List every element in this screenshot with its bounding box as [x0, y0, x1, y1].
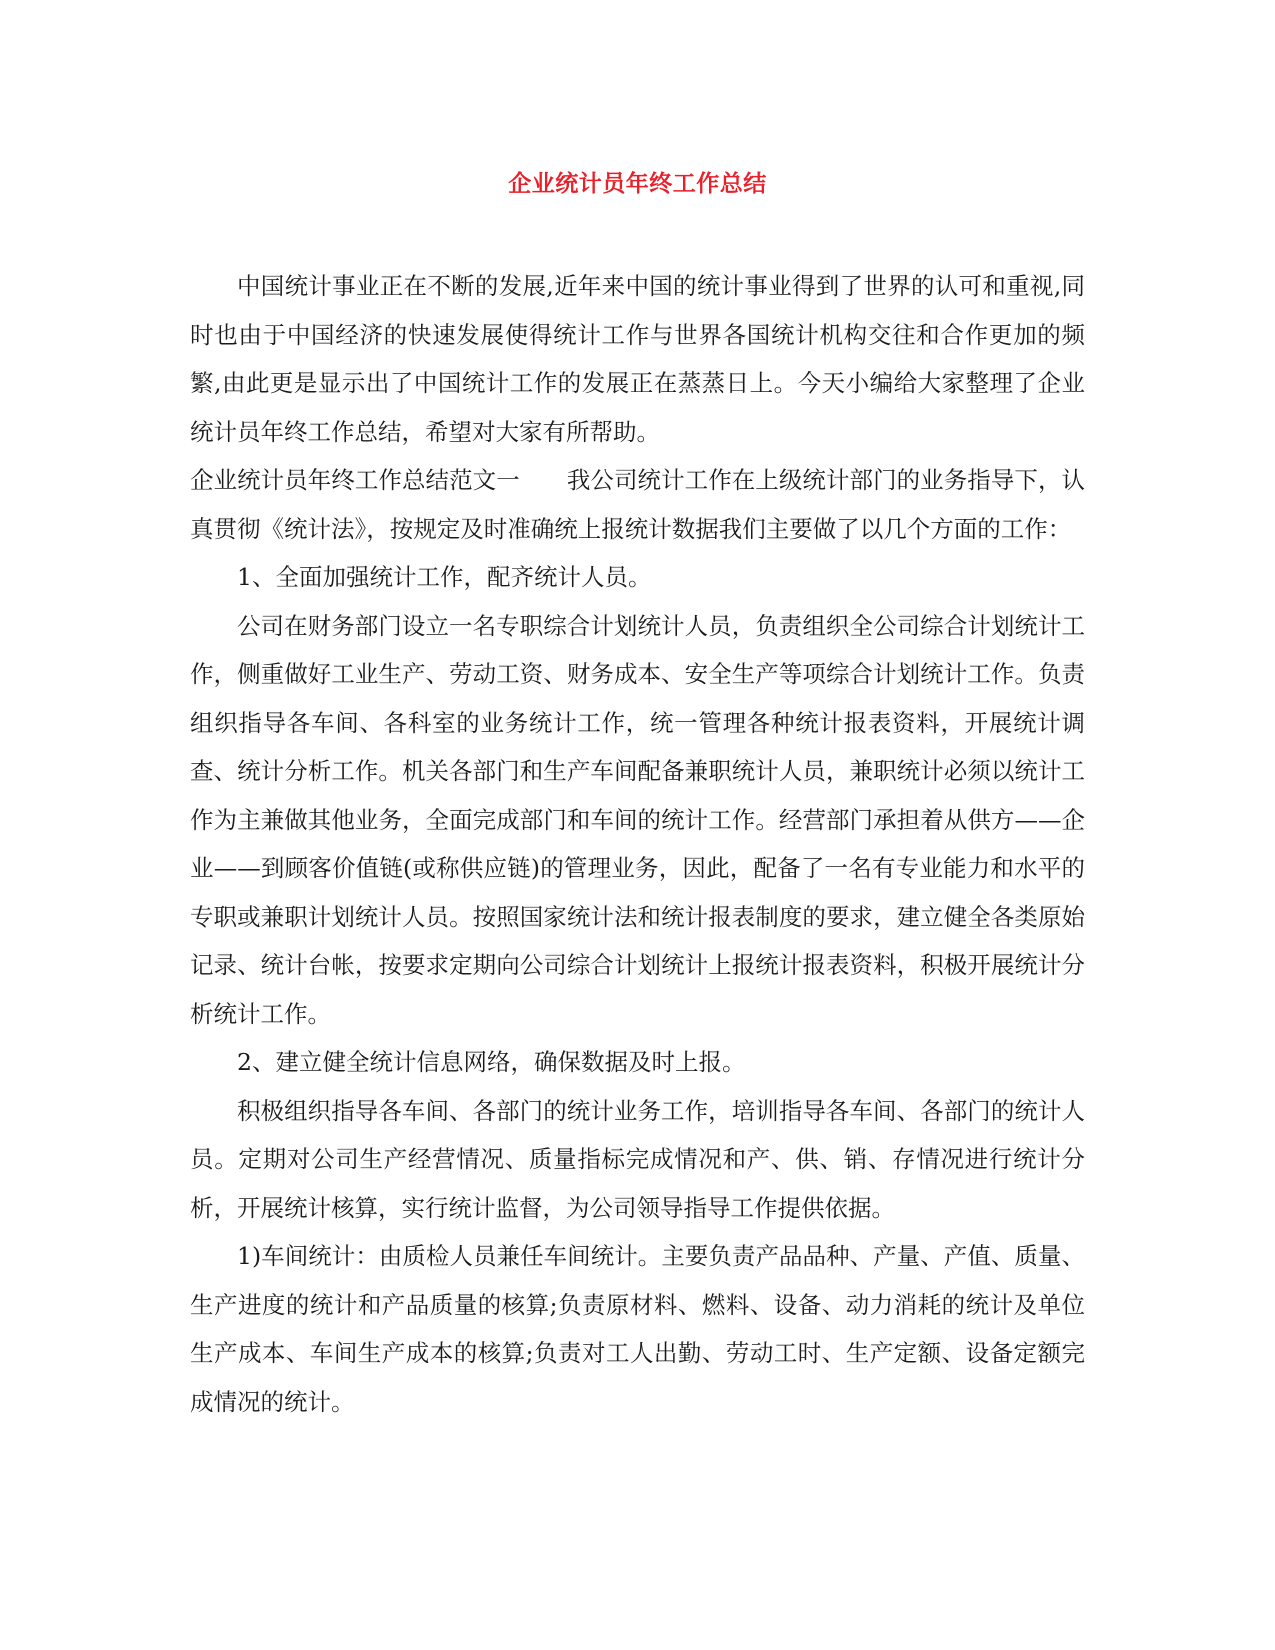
- paragraph-section-1-body: 公司在财务部门设立一名专职综合计划统计人员，负责组织全公司综合计划统计工作，侧重做好工业生产、劳动工资、财务成本、安全生产等项综合计划统计工作。负责组织指导各车间、各科室的业务统计工作，统一管理各种统计报表资料，开展统计调查、统计分析工作。机关各部门和生产车间配备兼职统计人员，兼职统计必须以统计工作为主兼做其他业务，全面完成部门和车间的统计工作。经营部门承担着从供方——企业——到顾客价值链(或称供应链)的管理业务，因此，配备了一名有专业能力和水平的专职或兼职计划统计人员。按照国家统计法和统计报表制度的要求，建立健全各类原始记录、统计台帐，按要求定期向公司综合计划统计上报统计报表资料，积极开展统计分析统计工作。: [190, 611, 1085, 1028]
- paragraph-sample-heading: 企业统计员年终工作总结范文一 我公司统计工作在上级统计部门的业务指导下，认真贯彻《统计法》，按规定及时准确统上报统计数据我们主要做了以几个方面的工作：: [190, 466, 1085, 543]
- paragraph-intro: 中国统计事业正在不断的发展,近年来中国的统计事业得到了世界的认可和重视,同时也由于中国经济的快速发展使得统计工作与世界各国统计机构交往和合作更加的频繁,由此更是显示出了中国统计工作的发展正在蒸蒸日上。今天小编给大家整理了企业统计员年终工作总结，希望对大家有所帮助。: [190, 272, 1085, 446]
- paragraph-section-1-heading: 1、全面加强统计工作，配齐统计人员。: [237, 563, 652, 591]
- document-body: [190, 262, 1085, 1426]
- paragraph-workshop-statistics: 1)车间统计：由质检人员兼任车间统计。主要负责产品品种、产量、产值、质量、生产进度的统计和产品质量的核算;负责原材料、燃料、设备、动力消耗的统计及单位生产成本、车间生产成本的核算;负责对工人出勤、劳动工时、生产定额、设备定额完成情况的统计。: [190, 1242, 1085, 1416]
- paragraph-section-2-body: 积极组织指导各车间、各部门的统计业务工作，培训指导各车间、各部门的统计人员。定期对公司生产经营情况、质量指标完成情况和产、供、销、存情况进行统计分析，开展统计核算，实行统计监督，为公司领导指导工作提供依据。: [190, 1096, 1085, 1222]
- paragraph-section-2-heading: 2、建立健全统计信息网络，确保数据及时上报。: [237, 1048, 746, 1076]
- document-title: 企业统计员年终工作总结: [508, 171, 767, 197]
